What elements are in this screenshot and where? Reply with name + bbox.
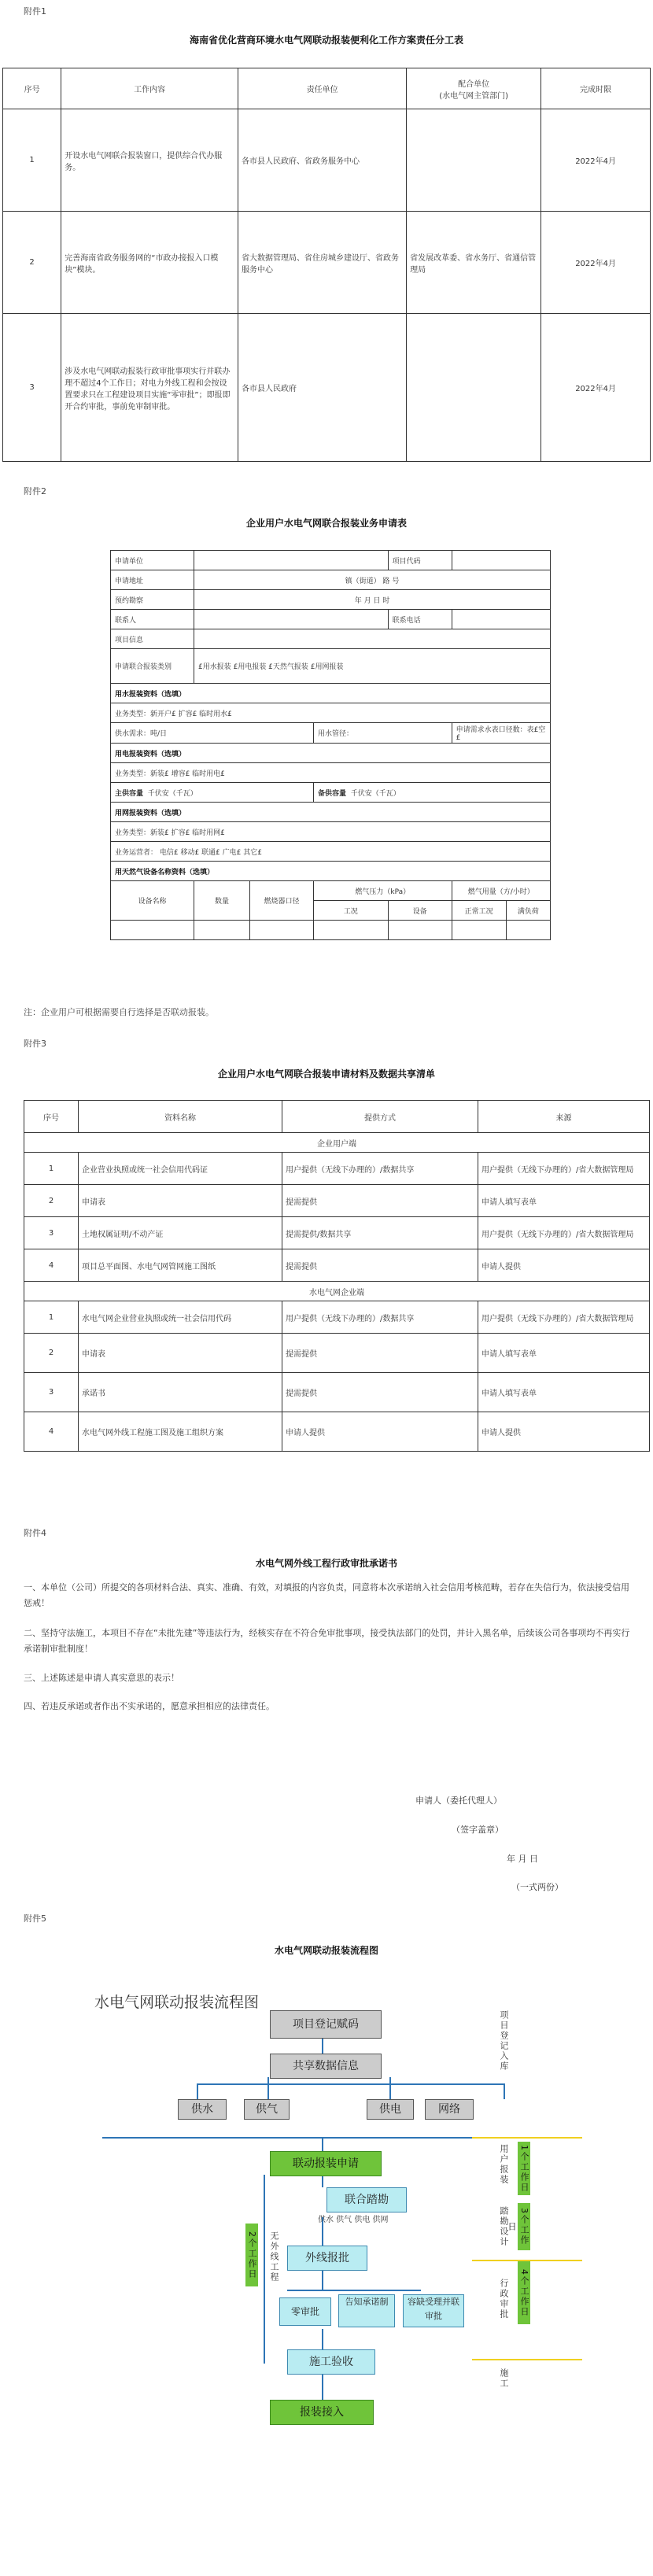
connector xyxy=(102,2137,472,2139)
f-appt: 预约勘察 xyxy=(111,590,194,610)
gas-cell[interactable] xyxy=(250,921,314,940)
f-appt-value[interactable]: 年 月 日 时 xyxy=(194,590,551,610)
water-type[interactable]: 业务类型：新开户£ 扩容£ 临时用水£ xyxy=(111,703,551,723)
gas-sub-3: 正常工况 xyxy=(452,901,506,921)
water-diam[interactable]: 用水管径： xyxy=(314,723,452,744)
net-operator[interactable]: 业务运营者： 电信£ 移动£ 联通£ 广电£ 其它£ xyxy=(111,842,551,862)
annex2-title: 企业用户水电气网联合报装业务申请表 xyxy=(245,518,407,529)
annex1-title: 海南省优化营商环境水电气网联动报装便利化工作方案责任分工表 xyxy=(189,35,463,46)
connector xyxy=(264,2175,265,2364)
side-green-3: 4个工作日 xyxy=(518,2261,530,2324)
f-phone: 联系电话 xyxy=(388,610,452,629)
node-apply: 联动报装申请 xyxy=(270,2151,382,2176)
gas-cell[interactable] xyxy=(194,921,250,940)
t3-h-no: 序号 xyxy=(24,1101,79,1133)
t3-cell: 申请人填写表单 xyxy=(478,1185,650,1217)
t3-cell: 提需提供 xyxy=(282,1334,478,1373)
gas-sub-2: 设备 xyxy=(388,901,452,921)
t1-h-content: 工作内容 xyxy=(61,68,238,109)
annex4-label: 附件4 xyxy=(24,1528,46,1538)
t1-cell: 省大数据管理局、省住房城乡建设厅、省政务服务中心 xyxy=(238,212,407,314)
node-outer-approval: 外线报批 xyxy=(287,2246,367,2271)
table-row xyxy=(24,1301,650,1334)
t3-cell: 4 xyxy=(24,1249,79,1282)
left-green: 2个工作日 xyxy=(245,2224,258,2286)
t1-h-unit: 责任单位 xyxy=(238,68,407,109)
net-head: 用网报装资料（选填） xyxy=(111,803,551,822)
t1-cell: 1 xyxy=(3,109,61,212)
t3-cell: 提需提供 xyxy=(282,1185,478,1217)
f-project-info-value[interactable] xyxy=(194,629,551,649)
node-water: 供水 xyxy=(178,2099,227,2120)
t3-cell: 申请人提供 xyxy=(282,1412,478,1452)
net-type[interactable]: 业务类型：新装£ 扩容£ 临时用网£ xyxy=(111,822,551,842)
connector xyxy=(389,2077,391,2099)
node-net: 网络 xyxy=(425,2099,474,2120)
t1-cell: 各市县人民政府、省政务服务中心 xyxy=(238,109,407,212)
f-project-info: 项目信息 xyxy=(111,629,194,649)
t3-cell: 申请表 xyxy=(79,1334,282,1373)
f-combined-value[interactable]: £用水报装 £用电报装 £天然气报装 £用网报装 xyxy=(194,649,551,684)
annex4-date: 年 月 日 xyxy=(507,1854,538,1864)
t3-cell: 4 xyxy=(24,1412,79,1452)
gas-col-pressure: 燃气压力（kPa） xyxy=(314,881,452,901)
side-green-1: 1个工作日 xyxy=(518,2142,530,2195)
gas-col-qty: 数量 xyxy=(194,881,250,921)
side-design: 踏勘设计 xyxy=(499,2206,509,2247)
t3-cell: 水电气网企业营业执照或统一社会信用代码 xyxy=(79,1301,282,1334)
connector xyxy=(322,2139,323,2151)
gas-col-burner: 燃烧器口径 xyxy=(250,881,314,921)
side-user: 用户报装 xyxy=(499,2144,509,2185)
annex3-table xyxy=(24,1100,650,1452)
node-acceptance: 施工验收 xyxy=(287,2349,375,2375)
power-type[interactable]: 业务类型：新装£ 增容£ 临时用电£ xyxy=(111,763,551,783)
t3-cell: 项目总平面图、水电气网管网施工图纸 xyxy=(79,1249,282,1282)
t1-cell: 开设水电气网联合报装窗口，提供综合代办服务。 xyxy=(61,109,238,212)
side-green-2: 3个工作日 xyxy=(518,2203,530,2250)
connector xyxy=(287,2290,421,2291)
t3-cell: 承诺书 xyxy=(79,1373,282,1412)
annex4-p1: 一、本单位（公司）所提交的各项材料合法、真实、准确、有效，对填报的内容负责，同意将本次承诺纳入社会信用考核范畴，若存在失信行为，依法接受信用惩戒！ xyxy=(24,1582,629,1608)
gas-col-usage: 燃气用量（方/小时） xyxy=(452,881,550,901)
t1-cell: 省发展改革委、省水务厅、省通信管理局 xyxy=(407,212,541,314)
annex2-label: 附件2 xyxy=(24,486,46,496)
annex4-seal: （签字盖章） xyxy=(452,1825,504,1835)
connector xyxy=(322,2269,323,2290)
t3-group-user: 企业用户端 xyxy=(24,1133,650,1153)
t3-cell: 1 xyxy=(24,1153,79,1185)
connector xyxy=(197,2083,198,2099)
connector xyxy=(322,2175,323,2187)
t3-cell: 用户提供（无线下办理的）/省大数据管理局 xyxy=(478,1301,650,1334)
table-row xyxy=(24,1185,650,1217)
water-head: 用水报装资料（选填） xyxy=(111,684,551,703)
gas-sub-1: 工况 xyxy=(314,901,389,921)
t3-cell: 用户提供（无线下办理的）/省大数据管理局 xyxy=(478,1217,650,1249)
gas-col-name: 设备名称 xyxy=(111,881,194,921)
connector xyxy=(322,2373,323,2400)
t3-cell: 2 xyxy=(24,1334,79,1373)
f-project-code-value[interactable] xyxy=(452,551,550,570)
annex2-note: 注：企业用户可根据需要自行选择是否联动报装。 xyxy=(24,1007,214,1017)
annex3-label: 附件3 xyxy=(24,1039,46,1049)
gas-cell[interactable] xyxy=(314,921,389,940)
annex1-table xyxy=(2,68,651,462)
connector xyxy=(197,2083,504,2085)
power-head: 用电报装资料（选填） xyxy=(111,744,551,763)
t1-cell: 完善海南省政务服务网的“市政办接报入口模块”模块。 xyxy=(61,212,238,314)
t1-cell: 各市县人民政府 xyxy=(238,314,407,462)
t3-cell: 3 xyxy=(24,1217,79,1249)
power-main[interactable]: 主供容量 千伏安（千瓦） xyxy=(111,783,314,803)
t1-cell: 3 xyxy=(3,314,61,462)
table-row xyxy=(24,1373,650,1412)
t1-cell xyxy=(407,314,541,462)
f-applicant: 申请单位 xyxy=(111,551,194,570)
connector xyxy=(322,2329,323,2349)
f-address-value[interactable]: 镇（街道） 路 号 xyxy=(194,570,551,590)
table-row xyxy=(3,109,651,212)
table-row xyxy=(24,1153,650,1185)
side-register: 项目登记入库 xyxy=(499,2010,509,2072)
t1-h-no: 序号 xyxy=(3,68,61,109)
t1-cell: 2 xyxy=(3,212,61,314)
annex5-title: 水电气网联动报装流程图 xyxy=(274,1945,378,1956)
table-row xyxy=(24,1217,650,1249)
power-backup[interactable]: 备供容量 千伏安（千瓦） xyxy=(314,783,551,803)
connector xyxy=(267,2077,269,2099)
t1-cell: 2022年4月 xyxy=(541,314,651,462)
table-row xyxy=(24,1334,650,1373)
t1-cell: 涉及水电气网联动报装行政审批事项实行并联办理不超过4个工作日；对电力外线工程和会按设置要求只在工程建设项目实施“零审批”；即报即开合约审批，事前免审制审批。 xyxy=(61,314,238,462)
t3-h-way: 提供方式 xyxy=(282,1101,478,1133)
connector xyxy=(322,2038,323,2054)
water-need[interactable]: 供水需求：吨/日 xyxy=(111,723,314,744)
gas-sub-4: 满负荷 xyxy=(506,901,550,921)
t1-cell: 2022年4月 xyxy=(541,109,651,212)
f-combined: 申请联合报装类别 xyxy=(111,649,194,684)
annex4-sign: 申请人（委托代理人） xyxy=(415,1795,502,1806)
t3-cell: 用户提供（无线下办理的）/数据共享 xyxy=(282,1301,478,1334)
table-row xyxy=(3,212,651,314)
node-project-code: 项目登记赋码 xyxy=(270,2010,382,2039)
annex2-form xyxy=(110,550,551,940)
t1-cell xyxy=(407,109,541,212)
t3-h-name: 资料名称 xyxy=(79,1101,282,1133)
t3-group-utility: 水电气网企业端 xyxy=(24,1282,650,1301)
t3-cell: 申请人填写表单 xyxy=(478,1334,650,1373)
annex4-p3: 三、上述陈述是申请人真实意思的表示！ xyxy=(24,1673,179,1683)
flowchart-title: 水电气网联动报装流程图 xyxy=(94,1994,260,2011)
annex4-p4: 四、若违反承诺或者作出不实承诺的，愿意承担相应的法律责任。 xyxy=(24,1701,275,1711)
node-gas: 供气 xyxy=(244,2099,290,2120)
t1-cell: 2022年4月 xyxy=(541,212,651,314)
node-power: 供电 xyxy=(367,2099,414,2120)
f-phone-value[interactable] xyxy=(452,610,550,629)
node-survey: 联合踏勘 xyxy=(326,2187,407,2212)
side-admin: 行政审批 xyxy=(499,2279,509,2320)
gas-head: 用天然气设备名称资料（选填） xyxy=(111,862,551,881)
t1-h-deadline: 完成时限 xyxy=(541,68,651,109)
side-build: 施工 xyxy=(499,2368,509,2389)
annex4-title: 水电气网外线工程行政审批承诺书 xyxy=(255,1558,397,1569)
t3-cell: 提需提供/数据共享 xyxy=(282,1217,478,1249)
node-parallel-approval: 容缺受理并联审批 xyxy=(403,2294,464,2327)
t3-cell: 1 xyxy=(24,1301,79,1334)
t3-cell: 申请人提供 xyxy=(478,1249,650,1282)
left-text: 无外线工程 xyxy=(269,2231,279,2283)
annex1-label: 附件1 xyxy=(24,6,46,17)
f-applicant-value[interactable] xyxy=(194,551,389,570)
t3-cell: 2 xyxy=(24,1185,79,1217)
node-survey-sub: 供水 供气 供电 供网 xyxy=(318,2216,389,2224)
gas-cell[interactable] xyxy=(388,921,452,940)
t3-cell: 水电气网外线工程施工图及施工组织方案 xyxy=(79,1412,282,1452)
annex4-p2: 二、坚持守法施工，本项目不存在“未批先建”等违法行为，经核实存在不符合免审批事项，接受执法部门的处罚，并计入黑名单，后续该公司各事项均不再实行承诺制审批制度！ xyxy=(24,1628,630,1654)
table-row xyxy=(3,314,651,462)
gas-cell[interactable] xyxy=(111,921,194,940)
annex4-copies: （一式两份） xyxy=(511,1882,563,1892)
t3-h-src: 来源 xyxy=(478,1101,650,1133)
f-contact-value[interactable] xyxy=(194,610,389,629)
table-row xyxy=(24,1249,650,1282)
annex3-title: 企业用户水电气网联合报装申请材料及数据共享清单 xyxy=(217,1068,435,1079)
t3-cell: 企业营业执照或统一社会信用代码证 xyxy=(79,1153,282,1185)
connector xyxy=(472,2359,582,2360)
annex5-label: 附件5 xyxy=(24,1914,46,1924)
t3-cell: 申请人填写表单 xyxy=(478,1373,650,1412)
t1-h-partner: 配合单位 (水电气网主管部门) xyxy=(407,68,541,109)
f-contact: 联系人 xyxy=(111,610,194,629)
node-zero-approval: 零审批 xyxy=(279,2297,331,2326)
gas-cell[interactable] xyxy=(452,921,506,940)
t3-cell: 土地权属证明/不动产证 xyxy=(79,1217,282,1249)
table-row xyxy=(24,1412,650,1452)
t3-cell: 提需提供 xyxy=(282,1249,478,1282)
t3-cell: 提需提供 xyxy=(282,1373,478,1412)
t3-cell: 用户提供（无线下办理的）/省大数据管理局 xyxy=(478,1153,650,1185)
node-connect: 报装接入 xyxy=(270,2400,374,2425)
f-address: 申请地址 xyxy=(111,570,194,590)
water-qty[interactable]: 申请需求水表口径数：表£空£ xyxy=(452,723,550,744)
gas-cell[interactable] xyxy=(506,921,550,940)
f-project-code: 项目代码 xyxy=(388,551,452,570)
connector xyxy=(472,2137,582,2139)
node-share-data: 共享数据信息 xyxy=(270,2054,382,2079)
node-notice-promise: 告知承诺制 xyxy=(338,2294,395,2327)
t3-cell: 申请表 xyxy=(79,1185,282,1217)
t3-cell: 申请人提供 xyxy=(478,1412,650,1452)
t3-cell: 3 xyxy=(24,1373,79,1412)
t3-cell: 用户提供（无线下办理的）/数据共享 xyxy=(282,1153,478,1185)
